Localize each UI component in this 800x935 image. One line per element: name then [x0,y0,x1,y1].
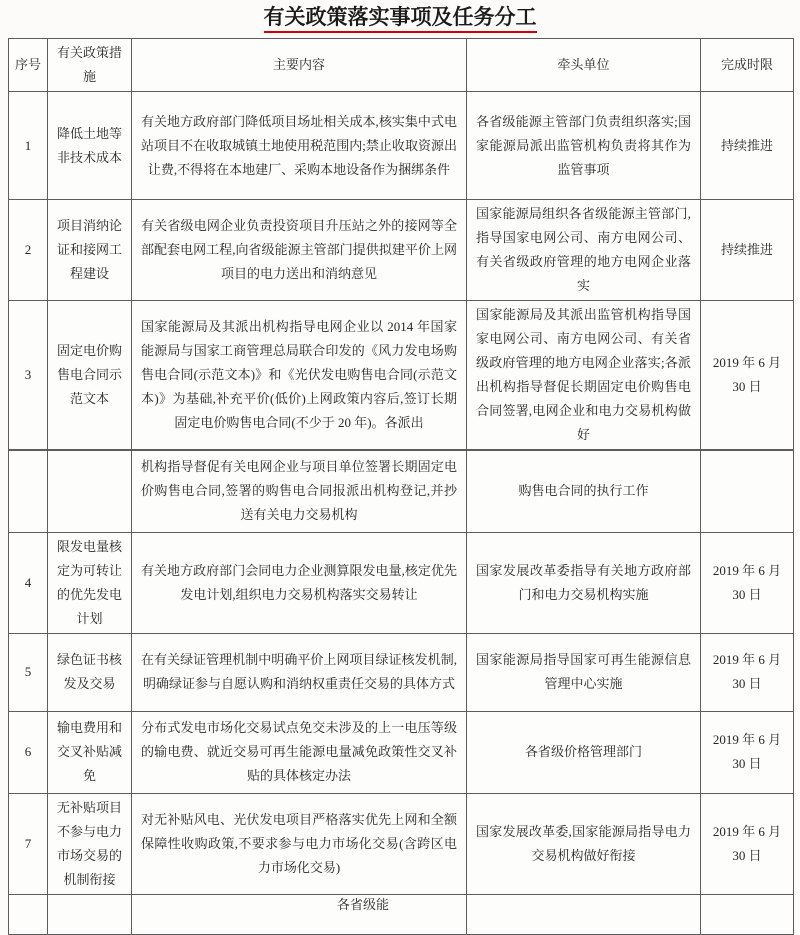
table-row [9,200,794,301]
header-lead-unit: 牵头单位 [467,39,701,92]
cell-deadline: 2019 年 6 月 30 日 [701,301,794,451]
cell-serial-number: 2 [9,200,48,301]
cell-policy-measure: 固定电价购售电合同示范文本 [48,301,132,451]
table-row [9,92,794,200]
cell-main-content: 有关地方政府部门会同电力企业测算限发电量,核定优先发电计划,组织电力交易机构落实交易转让 [132,532,467,633]
cell-deadline [701,450,794,532]
cell-main-content: 有关省级电网企业负责投资项目升压站之外的接网等全部配套电网工程,向省级能源主管部门提供拟建平价上网项目的电力送出和消纳意见 [132,200,467,301]
cell-main-content: 国家能源局及其派出机构指导电网企业以 2014 年国家能源局与国家工商管理总局联合印发的《风力发电场购售电合同(示范文本)》和《光伏发电购售电合同(示范文本)》为基础,补充平价(低价)上网政策内容后,签订长期固定电价购售电合同(不少于 20 年)。各派出 [132,301,467,451]
cell-serial-number: 7 [9,793,48,894]
cell-main-content: 对无补贴风电、光伏发电项目严格落实优先上网和全额保障性收购政策,不要求参与电力市场化交易(含跨区电力市场化交易) [132,793,467,894]
table-header-row [9,39,794,92]
cell-deadline: 持续推进 [701,92,794,200]
cell-main-content: 机构指导督促有关电网企业与项目单位签署长期固定电价购售电合同,签署的购售电合同报派出机构登记,并抄送有关电力交易机构 [132,450,467,532]
cell-policy-measure: 输电费用和交叉补贴减免 [48,711,132,793]
cell-serial-number: 3 [9,301,48,451]
cell-serial-number [9,894,48,934]
cell-lead-unit: 国家能源局及其派出监管机构指导国家电网公司、南方电网公司、有关省级政府管理的地方电网企业落实;各派出机构指导督促长期固定电价购售电合同签署,电网企业和电力交易机构做好 [467,301,701,451]
cell-lead-unit: 国家发展改革委指导有关地方政府部门和电力交易机构实施 [467,532,701,633]
table-row [9,532,794,633]
page-title [0,0,800,32]
header-policy-measure: 有关政策措施 [48,39,132,92]
cell-main-content: 有关地方政府部门降低项目场址相关成本,核实集中式电站项目不在收取城镇土地使用税范围内;禁止收取资源出让费,不得将在本地建厂、采购本地设备作为捆绑条件 [132,92,467,200]
cell-deadline: 2019 年 6 月 30 日 [701,711,794,793]
cell-deadline: 持续推进 [701,200,794,301]
cell-lead-unit: 国家能源局指导国家可再生能源信息管理中心实施 [467,633,701,711]
cell-policy-measure: 限发电量核定为可转让的优先发电计划 [48,532,132,633]
cell-lead-unit: 各省级价格管理部门 [467,711,701,793]
cell-deadline: 2019 年 6 月 30 日 [701,532,794,633]
cell-lead-unit: 购售电合同的执行工作 [467,450,701,532]
header-main-content: 主要内容 [132,39,467,92]
table-row [9,711,794,793]
table-row [9,301,794,451]
cell-serial-number [9,450,48,532]
cell-policy-measure [48,894,132,934]
cell-deadline [701,894,794,934]
cell-serial-number: 5 [9,633,48,711]
cell-policy-measure: 项目消纳论证和接网工程建设 [48,200,132,301]
cell-lead-unit [467,894,701,934]
cell-deadline: 2019 年 6 月 30 日 [701,793,794,894]
table-row [9,793,794,894]
table-row-continuation [9,450,794,532]
page-title-text: 有关政策落实事项及任务分工 [264,6,537,33]
cell-main-content: 分布式发电市场化交易试点免交未涉及的上一电压等级的输电费、就近交易可再生能源电量减免政策性交叉补贴的具体核定办法 [132,711,467,793]
cell-lead-unit: 国家能源局组织各省级能源主管部门,指导国家电网公司、南方电网公司、有关省级政府管理的地方电网企业落实 [467,200,701,301]
header-deadline: 完成时限 [701,39,794,92]
cell-policy-measure [48,450,132,532]
table-row [9,633,794,711]
cell-lead-unit: 各省级能源主管部门负责组织落实;国家能源局派出监管机构负责将其作为监管事项 [467,92,701,200]
header-serial-number: 序号 [9,39,48,92]
cell-policy-measure: 绿色证书核发及交易 [48,633,132,711]
cell-policy-measure: 降低土地等非技术成本 [48,92,132,200]
cell-main-content: 各省级能 [132,894,467,934]
cell-serial-number: 1 [9,92,48,200]
cell-policy-measure: 无补贴项目不参与电力市场交易的机制衔接 [48,793,132,894]
cell-serial-number: 6 [9,711,48,793]
cell-main-content: 在有关绿证管理机制中明确平价上网项目绿证核发机制,明确绿证参与自愿认购和消纳权重责任交易的具体方式 [132,633,467,711]
cell-lead-unit: 国家发展改革委,国家能源局指导电力交易机构做好衔接 [467,793,701,894]
table-row-clipped [9,894,794,934]
policy-task-table [8,38,794,935]
cell-deadline: 2019 年 6 月 30 日 [701,633,794,711]
cell-serial-number: 4 [9,532,48,633]
